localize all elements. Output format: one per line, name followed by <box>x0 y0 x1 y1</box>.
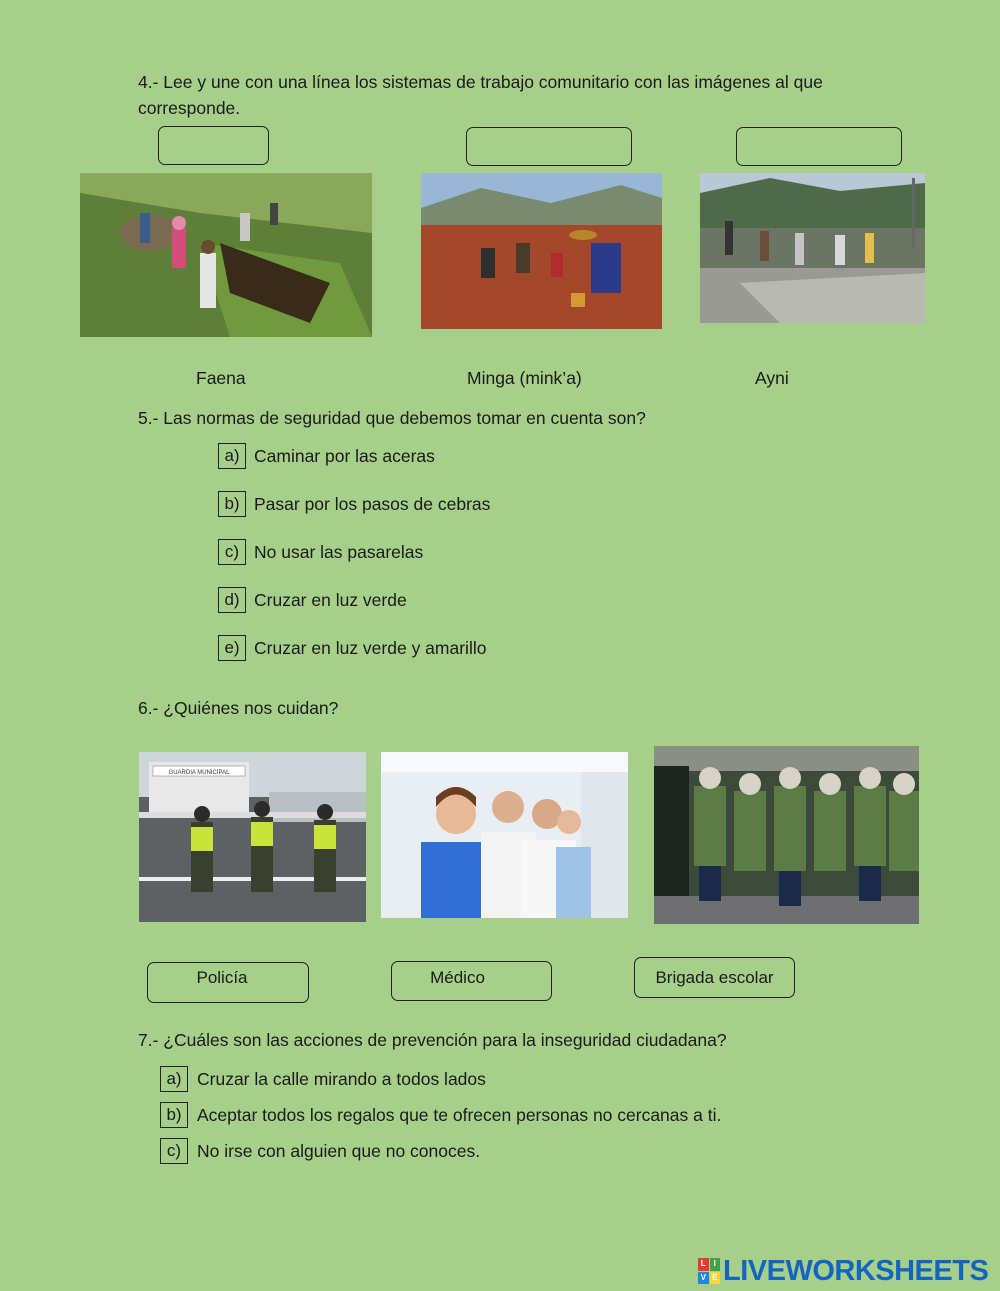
ayni-photo <box>700 173 925 323</box>
checkbox-c[interactable]: c) <box>160 1138 188 1164</box>
doctors-photo <box>381 752 628 918</box>
police-photo <box>139 752 366 922</box>
guardia-sign-text: GUARDIA MUNICIPAL <box>168 770 230 776</box>
question-7-title: 7.- ¿Cuáles son las acciones de prevención para la inseguridad ciudadana? <box>138 1030 727 1050</box>
answer-medico: Médico <box>430 968 485 987</box>
option-text: Aceptar todos los regalos que te ofrecen personas no cercanas a ti. <box>197 1105 722 1125</box>
brigade-photo <box>654 746 919 924</box>
question-4-line2: corresponde. <box>138 98 241 118</box>
checkbox-d[interactable]: d) <box>218 587 246 613</box>
logo-mark-icon: L I V E <box>698 1258 720 1284</box>
minga-photo <box>421 173 662 329</box>
logo-text: LIVEWORKSHEETS <box>723 1254 989 1287</box>
option-text: Cruzar en luz verde <box>254 590 407 610</box>
label-ayni: Ayni <box>755 368 789 388</box>
liveworksheets-logo[interactable] <box>698 1255 988 1287</box>
checkbox-b[interactable]: b) <box>218 491 246 517</box>
option-text: No irse con alguien que no conoces. <box>197 1141 481 1161</box>
drop-box-3[interactable] <box>736 127 902 166</box>
answer-policia: Policía <box>196 968 248 987</box>
answer-box-medico[interactable] <box>391 961 552 1001</box>
checkbox-c[interactable]: c) <box>218 539 246 565</box>
answer-brigada: Brigada escolar <box>655 968 774 987</box>
option-text: Cruzar en luz verde y amarillo <box>254 638 487 658</box>
label-faena: Faena <box>196 368 246 388</box>
faena-photo <box>80 173 372 337</box>
option-text: Caminar por las aceras <box>254 446 435 466</box>
checkbox-a[interactable]: a) <box>160 1066 188 1092</box>
option-text: Pasar por los pasos de cebras <box>254 494 491 514</box>
question-4-line1: 4.- Lee y une con una línea los sistemas de trabajo comunitario con las imágenes al que <box>138 72 823 92</box>
answer-box-brigada[interactable] <box>634 957 795 998</box>
question-6-title: 6.- ¿Quiénes nos cuidan? <box>138 698 339 718</box>
option-text: Cruzar la calle mirando a todos lados <box>197 1069 486 1089</box>
question-5-title: 5.- Las normas de seguridad que debemos tomar en cuenta son? <box>138 408 646 428</box>
drop-box-1[interactable] <box>158 126 269 165</box>
question-4-title <box>138 69 823 121</box>
option-text: No usar las pasarelas <box>254 542 424 562</box>
label-minga: Minga (mink’a) <box>467 368 582 388</box>
checkbox-b[interactable]: b) <box>160 1102 188 1128</box>
drop-box-2[interactable] <box>466 127 632 166</box>
answer-box-policia[interactable] <box>147 962 309 1003</box>
checkbox-a[interactable]: a) <box>218 443 246 469</box>
checkbox-e[interactable]: e) <box>218 635 246 661</box>
